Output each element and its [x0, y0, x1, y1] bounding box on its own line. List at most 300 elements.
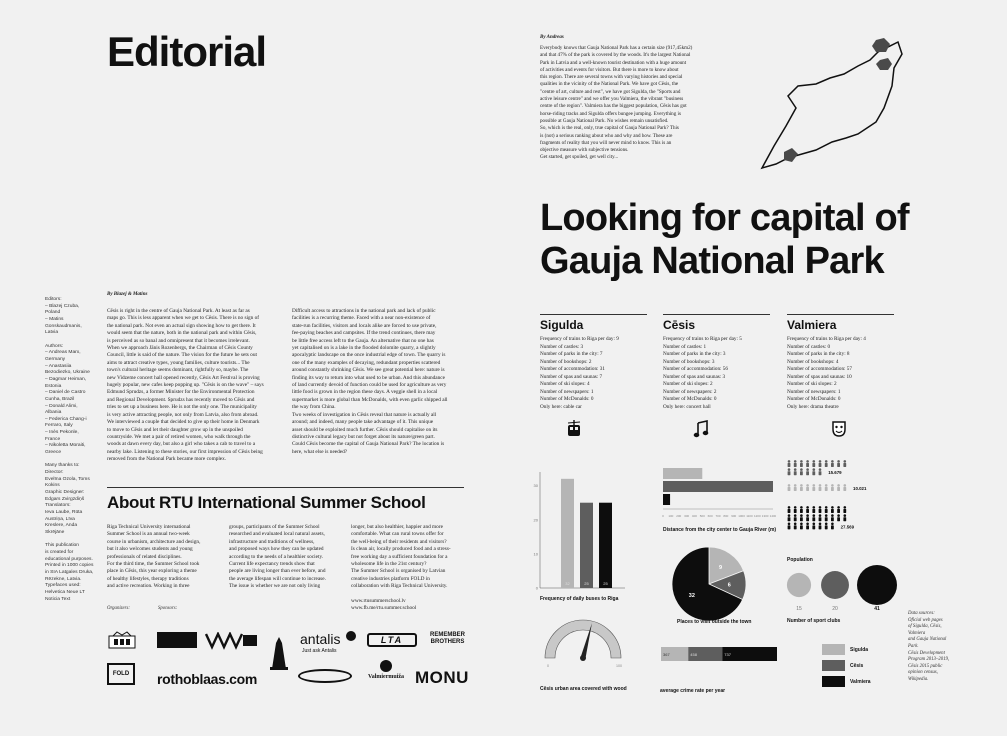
credits-line: Director:: [45, 470, 64, 476]
person-icon: [819, 487, 822, 491]
person-icon: [837, 514, 840, 517]
article-line: supermarket is more global than McDonalds, with even garlic shipped all: [292, 396, 448, 403]
distance-bar-cēsis: [663, 481, 773, 492]
valmiermuiza-logo-text: Valmiermuiža: [367, 674, 405, 680]
article-line: is very active attracting people, not only from Latvia, also from abroad.: [107, 411, 259, 418]
sport-circle-sigulda: [787, 573, 811, 597]
credits-line: – Blazej Czuba,: [45, 303, 80, 309]
person-icon: [812, 487, 815, 491]
credits-line: Printed in 1000 copies: [45, 563, 94, 569]
city-facts-sigulda: [540, 336, 619, 411]
organizers-label: Organizers:: [107, 606, 131, 611]
article-line: asset should be exploited much further. Cēsis should capitalise on its: [292, 426, 438, 433]
city-cesis-rule: [663, 314, 770, 315]
article-line: here, what else is needed?: [292, 448, 348, 455]
city-fact: Number of accommodation: 57: [787, 366, 852, 372]
city-fact: Number of McDonalds: 0: [663, 396, 717, 402]
about-column-3: [351, 524, 471, 613]
person-icon: [844, 484, 847, 487]
person-icon: [819, 523, 822, 526]
about-line: of healthy lifestyles, therapy traditions: [107, 575, 189, 582]
about-line: For the third time, the Summer School took: [107, 561, 200, 568]
credits-line: Bezodiezko, Ukraine: [45, 370, 90, 376]
editorial-title: Editorial: [107, 28, 267, 75]
population-label-cēsis: 15.679: [828, 470, 842, 476]
x-tick-label: 1000: [738, 514, 745, 518]
person-icon: [788, 523, 791, 526]
credits-line: Skrējāne: [45, 529, 65, 535]
x-tick-label: 1200: [753, 514, 761, 518]
person-icon: [806, 517, 809, 521]
city-fact: Frequency of trains to Riga per day: 9: [540, 336, 619, 342]
editorial-line: objective measure with subjective tensions.: [540, 147, 629, 154]
distance-chart: [660, 462, 776, 524]
credits-line: – Donald Alimi,: [45, 403, 78, 409]
city-fact: Number of bookshops: 4: [787, 358, 839, 365]
article-line: tries to set up a business here. He is not the only one. The municipality: [107, 404, 257, 411]
data-sources: [908, 611, 988, 684]
person-icon: [844, 514, 847, 517]
person-icon: [819, 463, 822, 467]
brothers-text: BROTHERS: [430, 639, 465, 645]
sport-label: 20: [832, 606, 838, 612]
fold-logo: [107, 663, 135, 685]
gauge-min-label: 0: [547, 664, 549, 668]
y-tick-label: 20: [533, 517, 538, 523]
editorial-line: Everybody knows that Gauja National Park has a certain size (917,45km2): [540, 45, 693, 51]
source-line: Oficial web pages: [908, 617, 943, 623]
headline-line-2: Gauja National Park: [540, 240, 884, 282]
article-line: Difficult access to attractions in the national park and lack of public: [292, 308, 436, 314]
person-icon: [800, 514, 803, 517]
article-line: distinctive cultural legacy but not forget about its nature/green part.: [292, 433, 435, 440]
editorial-line: qualities in the vicinity of the National Park. We have got Cēsis, the: [540, 81, 679, 88]
person-icon: [788, 471, 791, 475]
person-icon: [843, 463, 846, 467]
sponsor-oval-logo: [298, 669, 352, 683]
population-caption: Population: [787, 557, 813, 563]
person-icon: [812, 525, 815, 529]
article-line: We interviewed a couple that decided to give up their home in Denmark: [107, 419, 260, 426]
editorial-line: horse-riding tracks and Sigulda offers bungee jumping. Everything is: [540, 110, 681, 117]
about-line: place in Cēsis, this year exploring a theme: [107, 568, 197, 575]
about-line: people are living longer than ever before, and: [229, 568, 326, 575]
article-line: countryside. We met a pair of retired women, who walk through the: [107, 433, 251, 440]
about-column-1: [107, 524, 225, 591]
about-line: the well-being of their residents and visitors?: [351, 538, 447, 545]
about-line: The Summer School is organised by Latvian: [351, 568, 446, 575]
person-icon: [806, 523, 809, 526]
legend-item-cesis: [822, 660, 882, 672]
person-icon: [794, 509, 797, 513]
person-icon: [819, 506, 822, 509]
city-fact: Frequency of trains to Riga per day: 5: [663, 336, 742, 342]
person-icon: [819, 517, 822, 521]
person-icon: [819, 514, 822, 517]
credits-line: Poland: [45, 310, 61, 316]
source-line: Program 2013–2019,: [908, 657, 950, 663]
theatre-mask-icon: [831, 420, 847, 438]
credits-line: Germany: [45, 356, 66, 362]
person-icon: [813, 460, 816, 463]
sport-clubs-caption: Number of sport clubs: [787, 618, 841, 624]
editorial-line: this region. There are several towns with varying histories and special: [540, 74, 683, 81]
city-fact: Number of bookshops: 3: [663, 358, 715, 365]
article-line: aims to attract creative types, young families, culture tourists... The: [107, 359, 250, 366]
music-note-icon: [693, 420, 709, 438]
about-line: the average lifespan will continue to increase.: [229, 575, 326, 582]
sport-clubs-chart: [785, 563, 905, 615]
person-icon: [788, 506, 791, 509]
person-icon: [844, 460, 847, 463]
person-icon: [788, 525, 791, 529]
person-icon: [788, 468, 791, 471]
gauge-max-label: 100: [616, 664, 622, 668]
person-icon: [813, 506, 816, 509]
credits-line: Graphic Designer:: [45, 490, 85, 496]
remember-text: REMEMBER: [430, 632, 466, 638]
article-line: the national park. Not even an actual sign showing how to get there. It: [107, 322, 256, 329]
credits-line: – Inès Pekonle,: [45, 430, 79, 436]
article-line: and Regional Development. Sprudzs has recently moved to Cēsis and: [107, 396, 255, 403]
about-line: www.rtusummerschool.lv: [351, 598, 406, 605]
person-icon: [800, 525, 803, 529]
about-line: Is clean air, locally produced food and a stress-: [351, 546, 451, 553]
person-icon: [806, 463, 809, 467]
person-icon: [825, 506, 828, 509]
city-fact: Number of parks in the city: 3: [663, 351, 726, 357]
article-line: town's cultural heritage seems dominant, rightfully so, maybe. The: [107, 367, 249, 374]
source-line: Cēsis 2015 public: [908, 663, 943, 669]
about-line: infrastructure and traditions of wellness,: [229, 538, 315, 545]
sponsor-tower-logo: [268, 635, 290, 671]
remember-brothers-logo: [430, 632, 465, 646]
person-icon: [837, 484, 840, 487]
about-line: Riga Technical University international: [107, 524, 191, 530]
person-icon: [825, 460, 828, 463]
lta-logo: [367, 633, 417, 647]
credits-line: Latvia: [45, 330, 59, 336]
city-fact: Only here: cable car: [540, 403, 582, 410]
credits-line: Austriņa, Līva: [45, 516, 75, 522]
editorial-line: centre of the region". Valmiera has the biggest population, Cēsis has got: [540, 103, 687, 110]
about-line: groups, participants of the Summer School: [229, 524, 320, 530]
city-fact: Number of ski slopes: 2: [663, 381, 713, 387]
city-fact: Number of castles: 1: [663, 343, 707, 350]
person-icon: [825, 523, 828, 526]
editorial-byline: By Andreas: [540, 35, 564, 40]
article-line: Two weeks of investigation in Cēsis reveal that nature is actually all: [292, 411, 437, 418]
article-column-1: [107, 308, 285, 464]
credits-line: Gonskaudmanis,: [45, 323, 82, 329]
gauja-park-map: [758, 38, 908, 173]
headline-line-1: Looking for capital of: [540, 197, 909, 239]
person-icon: [812, 517, 815, 521]
credits-line: Editors:: [45, 297, 62, 302]
article-line: around; and indeed, many people take advantage of it. This unique: [292, 419, 434, 426]
person-icon: [812, 463, 815, 467]
sponsor-vv-logo: [205, 632, 259, 650]
person-icon: [831, 514, 834, 517]
person-icon: [837, 460, 840, 463]
article-line: Could Cēsis become the capital of Gauja National Park? The location is: [292, 441, 445, 448]
editorial-text: [540, 45, 725, 162]
city-fact: Number of spas and saunas: 10: [787, 373, 852, 380]
about-title: About RTU International Summer School: [107, 493, 426, 512]
x-tick-label: 800: [723, 514, 729, 518]
credits-line: Albania: [45, 410, 62, 416]
about-line: creative industries platform FOLD in: [351, 575, 430, 582]
credits-line: Noticia Text: [45, 596, 71, 602]
source-line: opinion census,: [908, 670, 938, 676]
credits-line: Helvetica Neue LT: [45, 589, 85, 595]
article-line: is perceived as so banal and omnipresent that it becomes irrelevant.: [107, 337, 250, 344]
article-line: hugely popular, new cafes keep popping up. "Cēsis is on the wave" – says: [107, 382, 264, 389]
person-icon: [794, 514, 797, 517]
person-icon: [794, 471, 797, 475]
x-tick-label: 900: [731, 514, 737, 518]
city-name-valmiera: Valmiera: [787, 318, 837, 332]
source-line: Data sources:: [908, 611, 935, 616]
person-icon: [788, 460, 791, 463]
editorial-line: possible at Gauja National Park. No wishes remain unsatisfied.: [540, 117, 669, 124]
article-line: maps go. This is less apparent when we get to Cēsis. There is no sign of: [107, 315, 260, 322]
lta-logo-text: LTA: [380, 635, 404, 645]
person-icon: [819, 471, 822, 475]
article-line: to move to Cēsis and let their daughter grow up in the unspoiled: [107, 426, 243, 433]
editorial-line: fragments of reality that you will never mind to know. This is an: [540, 139, 672, 146]
person-icon: [837, 487, 840, 491]
person-icon: [788, 514, 791, 517]
credits-line: – Dagmar Heiman,: [45, 376, 87, 382]
city-fact: Frequency of trains to Riga per day: 4: [787, 336, 866, 342]
city-sigulda-rule: [540, 314, 647, 315]
x-tick-label: 100: [668, 514, 674, 518]
article-line: state-run facilities, visitors and locals alike are forced to use private,: [292, 322, 437, 329]
person-icon: [806, 471, 809, 475]
city-name-cesis: Cēsis: [663, 318, 696, 332]
article-line: When we approach Jānis Rozenbergs, the Chairman of Cēsis County: [107, 345, 253, 352]
sport-label: 41: [874, 606, 880, 612]
person-icon: [831, 525, 834, 529]
person-icon: [831, 509, 834, 513]
article-line: Cēsis is right in the centre of Gauja National Park. At least as far as: [107, 308, 250, 314]
monu-logo: MONU: [415, 668, 469, 687]
pie-slice-label: 6: [727, 582, 731, 589]
person-icon: [812, 471, 815, 475]
person-icon: [825, 509, 828, 513]
person-icon: [844, 506, 847, 509]
person-icon: [788, 509, 791, 513]
credits-line: – Andreas Marx,: [45, 350, 81, 356]
article-line: one of the many examples of decaying, redundant properties scattered: [292, 359, 441, 366]
person-icon: [843, 517, 846, 521]
credits-line: Translators:: [45, 503, 71, 509]
person-icon: [813, 468, 816, 471]
editorial-line: Park in Latvia and a well-known tourist destination with a huge amount: [540, 59, 687, 66]
person-icon: [843, 487, 846, 491]
person-icon: [819, 460, 822, 463]
person-icon: [813, 523, 816, 526]
credits-line: Ferraro, Italy: [45, 423, 73, 429]
credits-line: Greece: [45, 450, 62, 456]
article-line: facilities is a recurring theme. Faced with a near non-existence of: [292, 315, 431, 322]
article-line: would seem that the nature, both in the national park and within Cēsis,: [107, 330, 257, 337]
person-icon: [788, 517, 791, 521]
city-fact: Number of ski slopes: 2: [787, 381, 837, 387]
person-icon: [813, 484, 816, 487]
bus-bar-cēsis: [580, 503, 593, 588]
article-byline: By Blazej & Matins: [107, 292, 148, 297]
source-line: and Gauja National: [908, 637, 947, 643]
article-line: yet capitalised on is a lake in the flooded dolomite quarry, a slightly: [292, 345, 436, 352]
city-legend: [822, 644, 882, 690]
person-icon: [800, 463, 803, 467]
editorial-line: active leisure centre" and we offer you Valmiera, the vibrant "business: [540, 96, 684, 103]
city-fact: Number of accommodation: 31: [540, 366, 605, 372]
person-icon: [825, 517, 828, 521]
about-line: collaboration with Riga Technical University.: [351, 583, 448, 590]
bus-bar-value: 32: [565, 581, 570, 586]
credits-line: [45, 337, 103, 344]
person-icon: [788, 487, 791, 491]
person-icon: [800, 460, 803, 463]
about-line: and proposed ways how they can be updated: [229, 546, 324, 553]
wood-gauge-chart: [538, 618, 628, 684]
person-icon: [837, 506, 840, 509]
person-icon: [806, 509, 809, 513]
person-icon: [825, 525, 828, 529]
credits-line: Ieva Laube, Rūta: [45, 510, 83, 515]
about-line: Summer School is an annual two-week: [107, 531, 190, 538]
about-line: free working day a sufficient foundation for a: [351, 553, 448, 560]
editorial-line: of activities and events for visitors. But there is more to know about: [540, 66, 679, 73]
city-fact: Number of spas and saunas: 3: [663, 373, 726, 380]
editorial-line: So, which is the real, only, true capital of Gauja National Park? This: [540, 125, 679, 132]
x-tick-label: 400: [691, 514, 697, 518]
person-icon: [794, 484, 797, 487]
person-icon: [800, 506, 803, 509]
person-icon: [825, 463, 828, 467]
population-label-sigulda: 10.021: [853, 486, 867, 491]
credits-line: – Daniel de Castro: [45, 390, 86, 396]
population-pictogram: [785, 460, 903, 552]
credits-line: Kreslere, Anda: [45, 523, 78, 529]
antalis-logo-sub: Just ask Antalis: [302, 648, 337, 654]
article-line: Council, little is said of the nature. The vision for the future he sets out: [107, 352, 257, 359]
credits-line: This publication: [45, 543, 79, 549]
city-name-sigulda: Sigulda: [540, 318, 584, 332]
person-icon: [788, 484, 791, 487]
bus-bar-value: 25: [603, 581, 608, 586]
bus-frequency-chart: [530, 460, 630, 592]
credits-line: – Matins: [45, 316, 64, 322]
credits-line: Kokins: [45, 483, 60, 489]
about-line: researched and evaluated local natural assets,: [229, 531, 325, 538]
distance-bar-sigulda: [663, 468, 702, 479]
credits-line: Estonia: [45, 383, 62, 389]
legend-label-valmiera: Valmiera: [850, 679, 871, 685]
sport-circle-valmiera: [857, 565, 897, 605]
bus-bar-valmiera: [599, 503, 612, 588]
article-line: be little free access left to the Gauja. An alternative that no one has: [292, 337, 434, 344]
about-line: but it also welcomes students and young: [107, 546, 193, 553]
person-icon: [819, 468, 822, 471]
person-icon: [825, 484, 828, 487]
person-icon: [800, 509, 803, 513]
source-line: of Sigulda, Cēsis,: [908, 624, 942, 630]
city-fact: Number of bookshops: 2: [540, 358, 592, 365]
article-line: new Vidzeme concert hall opened recently, Cēsis Art Festival is proving: [107, 374, 260, 381]
article-line: little food is grown in the region these days. A veggie shell in a local: [292, 389, 438, 396]
article-line: apocalyptic landscape on the once industrial edge of town. The quarry is: [292, 352, 446, 359]
city-facts-valmiera: [787, 336, 866, 411]
person-icon: [831, 487, 834, 491]
credits-sidebar: [45, 297, 103, 603]
legend-label-cesis: Cēsis: [850, 663, 864, 669]
person-icon: [806, 487, 809, 491]
x-tick-label: 700: [715, 514, 721, 518]
about-line: www.fb.me/rtu.summer.school: [351, 605, 417, 612]
x-tick-label: 1100: [746, 514, 753, 518]
x-tick-label: 1300: [761, 514, 769, 518]
person-icon: [800, 484, 803, 487]
crime-rate-chart: [660, 644, 778, 664]
article-line: finding its way to return into what used to be urban. And this abundance: [292, 374, 445, 381]
person-icon: [800, 487, 803, 491]
legend-swatch-valmiera: [822, 676, 845, 687]
person-icon: [794, 468, 797, 471]
credits-line: Many thanks to:: [45, 463, 80, 469]
legend-item-sigulda: [822, 644, 882, 656]
source-line: Wikipedia.: [908, 676, 929, 682]
sponsor-black-block-logo: [157, 632, 197, 648]
about-divider: [107, 487, 464, 488]
article-line: woods at dawn every day, but also a girl who takes a cab to travel to a: [107, 441, 256, 448]
cable-car-icon: [566, 420, 582, 438]
gauge-hub: [580, 655, 586, 661]
about-line: wholesome life in the 21st century?: [351, 561, 427, 568]
crime-segment-label: 367: [663, 652, 670, 657]
places-pie-chart: [670, 545, 748, 623]
about-line: [351, 591, 471, 598]
city-fact: Only here: drama theatre: [787, 403, 839, 410]
credits-line: Edgars Zvirgzdiņš: [45, 496, 85, 502]
person-icon: [819, 509, 822, 513]
article-line: nearby lake. Listening to these stories, our first impression of Cēsis being: [107, 448, 263, 455]
city-fact: Number of spas and saunas: 7: [540, 373, 603, 380]
person-icon: [831, 523, 834, 526]
credits-line: – Anastasiia: [45, 363, 72, 369]
antalis-logo: [300, 631, 356, 647]
article-line: around constantly shrinking Cēsis. We see great potential here: nature is: [292, 367, 445, 374]
editorial-line: "centre of art, culture and rest", we have got Sigulda, the "Sports and: [540, 88, 681, 95]
antalis-logo-text: antalis: [300, 631, 341, 647]
person-icon: [831, 463, 834, 467]
person-icon: [806, 484, 809, 487]
credits-line: – Nikoletta Moraiti,: [45, 443, 86, 449]
fold-logo-text: FOLD: [112, 671, 130, 677]
about-line: Current life expectancy trends show that: [229, 561, 315, 568]
city-fact: Number of newspapers: 1: [787, 388, 841, 395]
credits-line: Authors:: [45, 343, 64, 349]
source-line: Park.: [908, 643, 919, 649]
person-icon: [813, 514, 816, 517]
city-fact: Number of parks in the city: 8: [787, 351, 850, 357]
x-tick-label: 1400: [769, 514, 776, 518]
valmiermuiza-logo: [360, 660, 412, 686]
person-icon: [819, 525, 822, 529]
